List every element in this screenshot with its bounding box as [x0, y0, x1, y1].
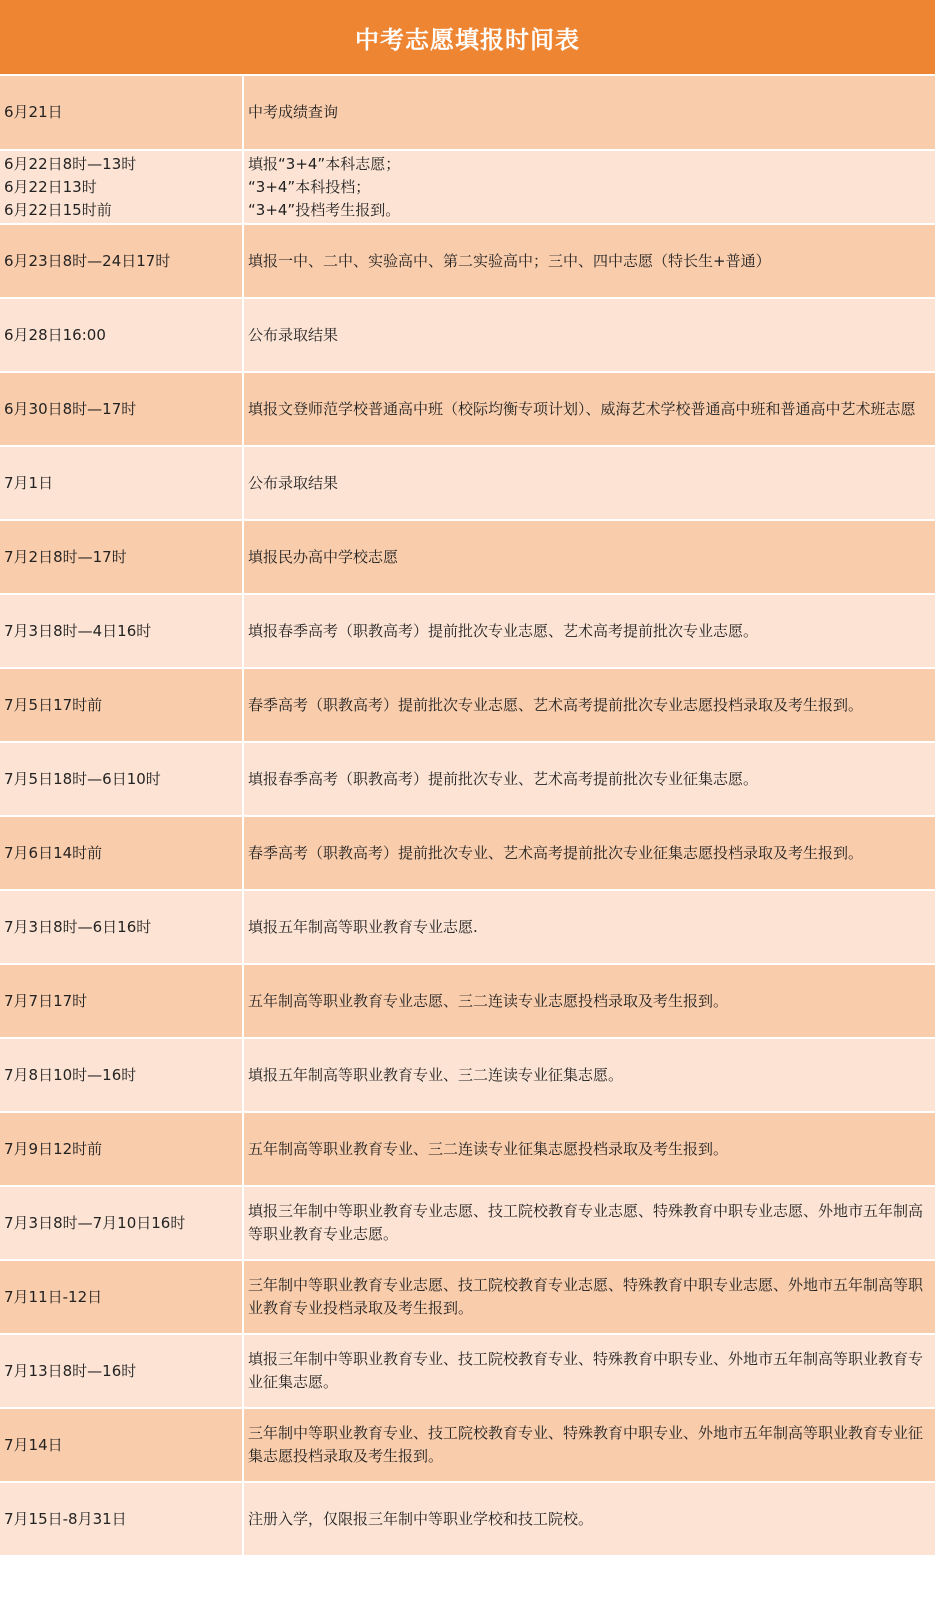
description-text: 填报三年制中等职业教育专业、技工院校教育专业、特殊教育中职专业、外地市五年制高等职业教育专业征集志愿。: [248, 1350, 924, 1391]
time-cell: [0, 890, 243, 964]
description-cell: [243, 1112, 935, 1186]
time-text: 6月28日16:00: [4, 325, 106, 344]
description-cell: [243, 742, 935, 816]
description-text: 填报三年制中等职业教育专业志愿、技工院校教育专业志愿、特殊教育中职专业志愿、外地市五年制高等职业教育专业志愿。: [248, 1202, 924, 1243]
time-text: 7月1日: [4, 473, 54, 492]
time-text: 7月15日-8月31日: [4, 1509, 127, 1528]
description-cell: [243, 668, 935, 742]
description-cell: [243, 224, 935, 298]
description-text: 填报民办高中学校志愿: [248, 547, 399, 566]
time-cell: [0, 816, 243, 890]
time-text: 6月30日8时—17时: [4, 399, 137, 418]
time-cell: [0, 1038, 243, 1112]
time-cell: [0, 446, 243, 520]
time-cell: [0, 668, 243, 742]
time-cell: [0, 1334, 243, 1408]
table-row: [0, 224, 935, 298]
table-row: [0, 1186, 935, 1260]
description-cell: [243, 890, 935, 964]
description-cell: [243, 446, 935, 520]
time-cell: [0, 1408, 243, 1482]
time-text: 6月22日8时—13时: [4, 154, 137, 173]
time-text: 6月22日15时前: [4, 200, 112, 219]
time-cell: [0, 1260, 243, 1334]
time-text: 7月13日8时—16时: [4, 1361, 137, 1380]
table-row: [0, 1408, 935, 1482]
time-cell: [0, 1186, 243, 1260]
description-cell: [243, 1186, 935, 1260]
description-text: 填报春季高考（职教高考）提前批次专业、艺术高考提前批次专业征集志愿。: [248, 769, 759, 788]
table-row: [0, 964, 935, 1038]
description-text: 注册入学，仅限报三年制中等职业学校和技工院校。: [248, 1509, 594, 1528]
time-text: 7月5日18时—6日10时: [4, 769, 161, 788]
description-cell: [243, 298, 935, 372]
time-text: 7月11日-12日: [4, 1287, 103, 1306]
table-row: [0, 1334, 935, 1408]
description-text: 填报一中、二中、实验高中、第二实验高中；三中、四中志愿（特长生+普通）: [248, 251, 771, 270]
table-row: [0, 520, 935, 594]
time-cell: [0, 76, 243, 150]
time-cell: [0, 594, 243, 668]
time-text: 7月8日10时—16时: [4, 1065, 137, 1084]
time-text: 7月6日14时前: [4, 843, 103, 862]
time-text: 7月2日8时—17时: [4, 547, 127, 566]
description-cell: [243, 594, 935, 668]
table-row: [0, 890, 935, 964]
time-text: 6月22日13时: [4, 177, 97, 196]
description-text: 填报“3+4”本科志愿；: [248, 154, 401, 173]
time-text: 7月9日12时前: [4, 1139, 103, 1158]
time-cell: [0, 372, 243, 446]
description-cell: [243, 1408, 935, 1482]
table-row: [0, 1260, 935, 1334]
time-cell: [0, 150, 243, 224]
time-text: 6月21日: [4, 103, 63, 121]
description-cell: [243, 150, 935, 224]
description-cell: [243, 1482, 935, 1556]
time-cell: [0, 964, 243, 1038]
description-text: 五年制高等职业教育专业、三二连读专业征集志愿投档录取及考生报到。: [248, 1139, 729, 1158]
description-text: 填报春季高考（职教高考）提前批次专业志愿、艺术高考提前批次专业志愿。: [248, 621, 759, 640]
table-row: [0, 150, 935, 224]
table-row: [0, 372, 935, 446]
time-text: 7月3日8时—7月10日16时: [4, 1213, 186, 1232]
description-cell: [243, 76, 935, 150]
description-cell: [243, 964, 935, 1038]
table-row: [0, 1482, 935, 1556]
table-row: [0, 594, 935, 668]
time-text: 7月3日8时—4日16时: [4, 621, 152, 640]
description-cell: [243, 520, 935, 594]
table-row: [0, 1038, 935, 1112]
description-text: 三年制中等职业教育专业志愿、技工院校教育专业志愿、特殊教育中职专业志愿、外地市五年制高等职业教育专业投档录取及考生报到。: [248, 1276, 924, 1317]
description-cell: [243, 816, 935, 890]
description-text: “3+4”投档考生报到。: [248, 200, 401, 219]
table-row: [0, 816, 935, 890]
description-text: 公布录取结果: [248, 325, 339, 344]
time-text: 7月14日: [4, 1435, 63, 1454]
description-cell: [243, 1334, 935, 1408]
time-text: 6月23日8时—24日17时: [4, 251, 171, 270]
table-row: [0, 298, 935, 372]
table-row: [0, 742, 935, 816]
time-text: 7月5日17时前: [4, 695, 103, 714]
time-text: 7月7日17时: [4, 991, 88, 1010]
time-cell: [0, 1482, 243, 1556]
description-text: “3+4”本科投档；: [248, 177, 371, 196]
table-row: [0, 446, 935, 520]
description-text: 春季高考（职教高考）提前批次专业志愿、艺术高考提前批次专业志愿投档录取及考生报到。: [248, 695, 864, 714]
description-text: 填报五年制高等职业教育专业志愿.: [248, 917, 478, 936]
description-text: 公布录取结果: [248, 473, 339, 492]
description-cell: [243, 1038, 935, 1112]
page-title: 中考志愿填报时间表: [0, 0, 935, 76]
time-cell: [0, 520, 243, 594]
table-row: [0, 668, 935, 742]
time-cell: [0, 224, 243, 298]
schedule-table-body: [0, 76, 935, 1556]
description-text: 填报文登师范学校普通高中班（校际均衡专项计划）、威海艺术学校普通高中班和普通高中艺术班志愿: [248, 399, 916, 418]
time-text: 7月3日8时—6日16时: [4, 917, 152, 936]
time-cell: [0, 742, 243, 816]
schedule-table: [0, 76, 935, 1557]
table-row: [0, 1112, 935, 1186]
time-cell: [0, 1112, 243, 1186]
description-text: 五年制高等职业教育专业志愿、三二连读专业志愿投档录取及考生报到。: [248, 991, 729, 1010]
description-text: 春季高考（职教高考）提前批次专业、艺术高考提前批次专业征集志愿投档录取及考生报到。: [248, 843, 864, 862]
time-cell: [0, 298, 243, 372]
description-cell: [243, 1260, 935, 1334]
description-cell: [243, 372, 935, 446]
description-text: 中考成绩查询: [248, 103, 339, 121]
description-text: 三年制中等职业教育专业、技工院校教育专业、特殊教育中职专业、外地市五年制高等职业教育专业征集志愿投档录取及考生报到。: [248, 1424, 924, 1465]
description-text: 填报五年制高等职业教育专业、三二连读专业征集志愿。: [248, 1065, 624, 1084]
table-row: [0, 76, 935, 150]
